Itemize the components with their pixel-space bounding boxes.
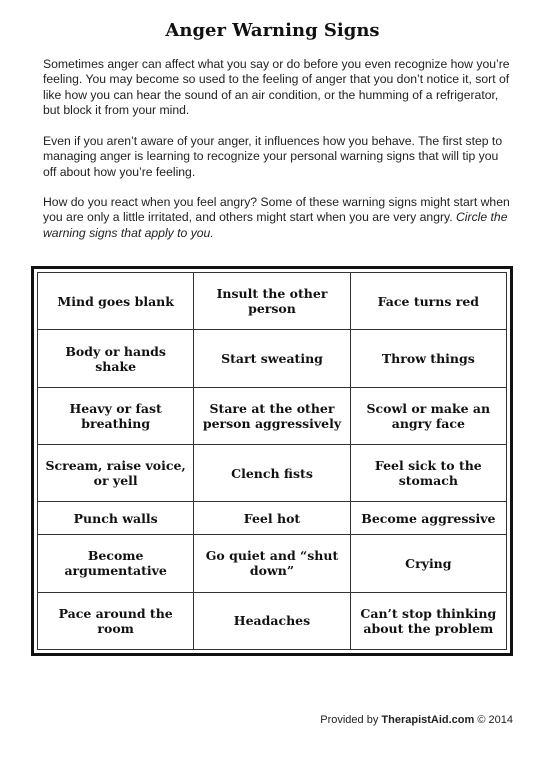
warning-sign-cell[interactable]: Can’t stop thinking about the problem <box>350 592 506 649</box>
signs-row <box>38 445 507 502</box>
instruction-text: Circle the warning signs that apply to you. <box>43 210 508 240</box>
page-title: Anger Warning Signs <box>165 20 380 41</box>
warning-sign-cell[interactable]: Become argumentative <box>38 535 194 592</box>
footer-suffix: © 2014 <box>474 714 513 726</box>
warning-sign-cell[interactable]: Go quiet and “shut down” <box>194 535 350 592</box>
intro-question-text: How do you react when you feel angry? Some of these warning signs might start when you are only a little irritated, and others might start when you are very angry. <box>43 195 510 225</box>
warning-sign-cell[interactable]: Body or hands shake <box>38 330 194 387</box>
intro-paragraph-3 <box>43 195 513 241</box>
warning-sign-cell[interactable]: Mind goes blank <box>38 273 194 330</box>
warning-sign-cell[interactable]: Crying <box>350 535 506 592</box>
warning-sign-cell[interactable]: Scowl or make an angry face <box>350 387 506 444</box>
warning-sign-cell[interactable]: Start sweating <box>194 330 350 387</box>
warning-sign-cell[interactable]: Heavy or fast breathing <box>38 387 194 444</box>
signs-row <box>38 502 507 535</box>
warning-sign-cell[interactable]: Feel hot <box>194 502 350 535</box>
signs-row <box>38 592 507 649</box>
warning-sign-cell[interactable]: Throw things <box>350 330 506 387</box>
warning-sign-cell[interactable]: Stare at the other person aggressively <box>194 387 350 444</box>
warning-sign-cell[interactable]: Scream, raise voice, or yell <box>38 445 194 502</box>
footer-brand: TherapistAid.com <box>381 714 475 726</box>
signs-row <box>38 535 507 592</box>
warning-sign-cell[interactable]: Pace around the room <box>38 592 194 649</box>
warning-signs-grid <box>31 266 513 656</box>
signs-row <box>38 330 507 387</box>
warning-sign-cell[interactable]: Punch walls <box>38 502 194 535</box>
warning-sign-cell[interactable]: Become aggressive <box>350 502 506 535</box>
signs-row <box>38 387 507 444</box>
footer-prefix: Provided by <box>320 714 382 726</box>
warning-sign-cell[interactable]: Clench fists <box>194 445 350 502</box>
signs-row <box>38 273 507 330</box>
intro-paragraph-2: Even if you aren’t aware of your anger, it influences how you behave. The first step to managing anger is learning to recognize your personal warning signs that will tip you off about how you’re feeling. <box>43 134 503 179</box>
warning-sign-cell[interactable]: Face turns red <box>350 273 506 330</box>
footer-credit <box>320 714 513 726</box>
warning-sign-cell[interactable]: Insult the other person <box>194 273 350 330</box>
intro-paragraph-1: Sometimes anger can affect what you say or do before you even recognize how you’re feeling. You may become so used to the feeling of anger that you don’t notice it, sort of like how you can hear the sound of an air condition, or the humming of a refrigerator, but block it from your mind. <box>43 57 510 117</box>
warning-sign-cell[interactable]: Headaches <box>194 592 350 649</box>
warning-signs-table <box>37 272 507 650</box>
warning-sign-cell[interactable]: Feel sick to the stomach <box>350 445 506 502</box>
